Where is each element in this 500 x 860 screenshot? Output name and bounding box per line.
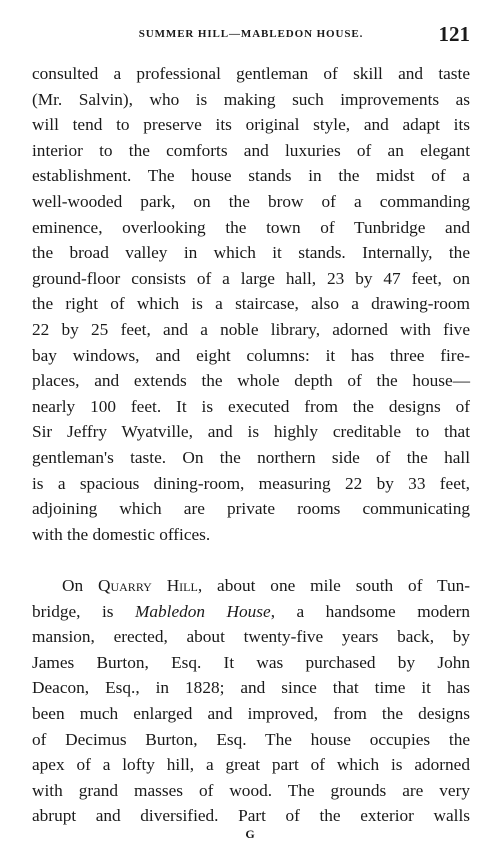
text-line: adjoining which are private rooms communicating	[32, 499, 470, 519]
house-name-mabledon: Mabledon House	[134, 601, 271, 621]
text-line: will tend to preserve its original style, and adapt its	[32, 115, 470, 135]
signature-mark: G	[245, 827, 255, 841]
text-line: establishment. The house stands in the midst of a	[32, 166, 470, 186]
text-line: places, and extends the whole depth of the house—	[32, 371, 470, 391]
text-line: of Decimus Burton, Esq. The house occupies the	[32, 729, 470, 749]
text-run: bridge, is	[32, 601, 135, 621]
text-line: interior to the comforts and luxuries of an elegant	[32, 140, 470, 160]
paragraph-summer-hill	[32, 61, 470, 547]
text-line: is a spacious dining-room, measuring 22 by 33 feet,	[32, 473, 470, 493]
text-run: , a handsome modern	[270, 601, 470, 621]
text-line: Deacon, Esq., in 1828; and since that time it has	[32, 678, 470, 698]
text-line: Sir Jeffry Wyatville, and is highly creditable to that	[32, 422, 470, 442]
text-line: well-wooded park, on the brow of a commanding	[32, 191, 470, 211]
text-line: James Burton, Esq. It was purchased by John	[32, 652, 470, 672]
text-line: nearly 100 feet. It is executed from the designs of	[32, 396, 470, 416]
place-name-quarry-hill: Quarry Hill	[98, 576, 198, 595]
running-head: SUMMER HILL—MABLEDON HOUSE.	[138, 28, 364, 40]
text-line: mansion, erected, about twenty-five years back, by	[32, 627, 470, 647]
text-line: with grand masses of wood. The grounds are very	[32, 780, 470, 800]
text-line: with the domestic offices.	[32, 524, 211, 544]
text-line: bay windows, and eight columns: it has three fire-	[32, 345, 470, 365]
text-line: (Mr. Salvin), who is making such improvements as	[32, 89, 470, 109]
text-line: abrupt and diversified. Part of the exterior walls	[32, 806, 470, 826]
text-run: On	[62, 576, 98, 595]
text-line	[32, 573, 470, 599]
text-line: ground-floor consists of a large hall, 23 by 47 feet, on	[32, 268, 470, 288]
text-line: eminence, overlooking the town of Tunbridge and	[32, 217, 470, 237]
text-line: been much enlarged and improved, from the designs	[32, 703, 470, 723]
text-line: the broad valley in which it stands. Internally, the	[32, 243, 470, 263]
text-line	[32, 599, 470, 625]
text-run: , about one mile south of Tun-	[197, 576, 470, 595]
text-line: the right of which is a staircase, also a drawing-room	[32, 294, 470, 314]
text-line: 22 by 25 feet, and a noble library, adorned with five	[32, 319, 470, 339]
text-line: apex of a lofty hill, a great part of which is adorned	[32, 755, 470, 775]
text-line: gentleman's taste. On the northern side of the hall	[32, 447, 470, 467]
page-header	[32, 22, 470, 46]
page-number: 121	[438, 22, 470, 46]
paragraph-mabledon-house	[32, 573, 470, 829]
text-line: consulted a professional gentleman of skill and taste	[32, 64, 470, 83]
